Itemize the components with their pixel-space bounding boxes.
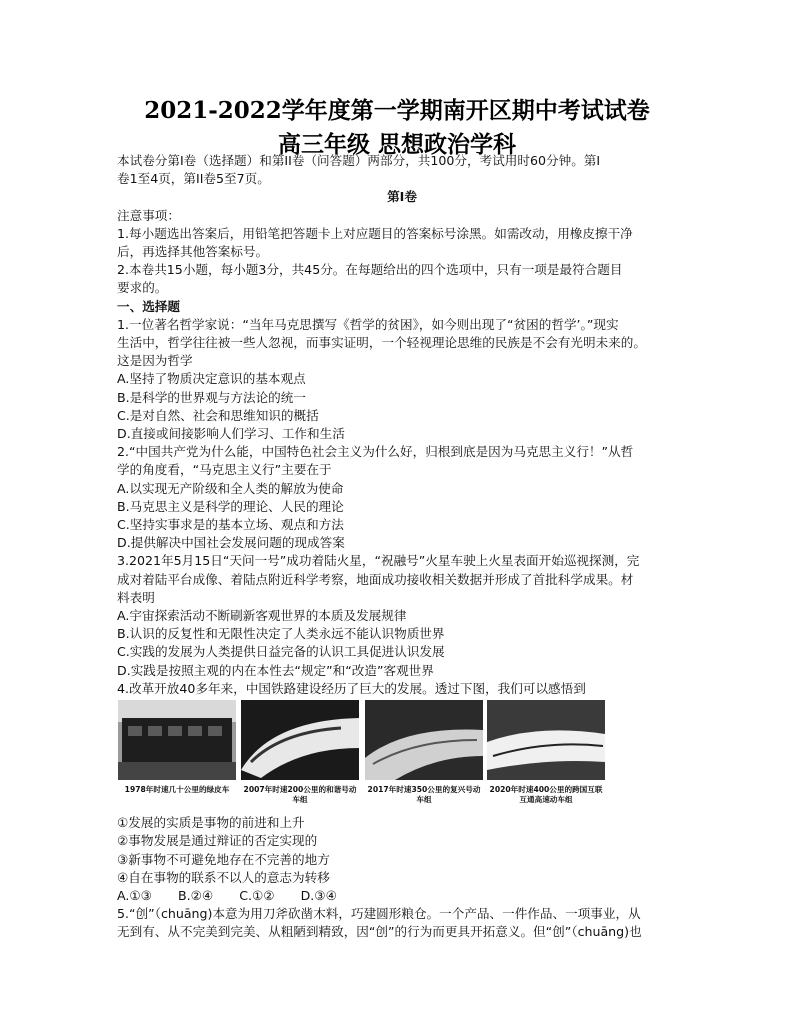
harmony-train-photo	[241, 700, 359, 780]
photo-caption: 2007年时速200公里的和谐号动车组	[243, 785, 357, 805]
q2-option-a: A.以实现无产阶级和全人类的解放为使命	[117, 480, 344, 496]
q3-option-c: C.实践的发展为人类提供日益完备的认识工具促进认识发展	[117, 644, 445, 660]
photo-2020	[487, 700, 605, 811]
fuxing-train-photo	[365, 700, 483, 780]
q5-stem: 无到有、从不完美到完美、从粗陋到精致，因“创”的行为而更具开拓意义。但“创”（chuāng)也	[117, 924, 642, 940]
q4-statement: ②事物发展是通过辩证的否定实现的	[117, 833, 318, 849]
q4-option-b: B.②④	[177, 887, 214, 903]
q4-option-d: D.③④	[300, 887, 337, 903]
q4-statement: ④自在事物的联系不以人的意志为转移	[117, 869, 330, 885]
photo-caption: 1978年时速几十公里的绿皮车	[124, 785, 230, 795]
q1-option-c: C.是对自然、社会和思维知识的概括	[117, 407, 319, 423]
q3-stem: 成对着陆平台成像、着陆点附近科学考察，地面成功接收相关数据并形成了首批科学成果。材	[117, 571, 634, 587]
q4-options	[117, 887, 687, 905]
note-line: 要求的。	[117, 280, 168, 296]
highspeed-train-photo	[487, 700, 605, 780]
q4-option-a: A.①③	[117, 887, 152, 903]
q1-stem: 这是因为哲学	[117, 353, 193, 369]
q2-option-b: B.马克思主义是科学的理论、人民的理论	[117, 498, 344, 514]
note-line: 1.每小题选出答案后，用铅笔把答题卡上对应题目的答案标号涂黑。如需改动，用橡皮擦干净	[117, 225, 633, 241]
photo-2017	[365, 700, 483, 811]
train-photo-strip	[117, 700, 687, 812]
q1-stem: 生活中，哲学往往被一些人忽视，而事实证明，一个轻视理论思维的民族是不会有光明未来的。	[117, 335, 646, 351]
part-title: 一、选择题	[117, 298, 180, 314]
q3-option-a: A.宇宙探索活动不断刷新客观世界的本质及发展规律	[117, 608, 407, 624]
section-title: 第I卷	[387, 189, 417, 205]
photo-1978	[118, 700, 236, 811]
exam-body	[117, 152, 687, 942]
q2-option-d: D.提供解决中国社会发展问题的现成答案	[117, 535, 345, 551]
intro-line: 本试卷分第I卷（选择题）和第II卷（问答题）两部分，共100分，考试用时60分钟。第I	[117, 153, 601, 168]
photo-2007	[241, 700, 359, 811]
notes-title: 注意事项：	[117, 207, 180, 223]
q3-stem: 3.2021年5月15日“天问一号”成功着陆火星，“祝融号”火星车驶上火星表面开始巡视探测，完	[117, 553, 640, 569]
q5-stem: 5.“创”（chuāng)本意为用刀斧砍凿木料，巧建圆形粮仓。一个产品、一件作品、一项事业，从	[117, 906, 641, 922]
q4-statement: ③新事物不可避免地存在不完善的地方	[117, 851, 330, 867]
q4-statement: ①发展的实质是事物的前进和上升	[117, 815, 305, 831]
q4-option-c: C.①②	[239, 887, 275, 903]
q3-option-d: D.实践是按照主观的内在本性去“规定”和“改造”客观世界	[117, 662, 434, 678]
q1-option-d: D.直接或间接影响人们学习、工作和生活	[117, 426, 345, 442]
exam-subtitle: 高三年级 思想政治学科	[277, 131, 516, 158]
q1-option-a: A.坚持了物质决定意识的基本观点	[117, 371, 306, 387]
green-train-photo	[118, 700, 236, 780]
note-line: 后，再选择其他答案标号。	[117, 244, 269, 260]
q2-stem: 学的角度看，“马克思主义行”主要在于	[117, 462, 332, 478]
note-line: 2.本卷共15小题，每小题3分，共45分。在每题给出的四个选项中，只有一项是最符合题目	[117, 262, 623, 278]
q3-option-b: B.认识的反复性和无限性决定了人类永远不能认识物质世界	[117, 626, 445, 642]
q1-option-b: B.是科学的世界观与方法论的统一	[117, 389, 306, 405]
photo-caption: 2017年时速350公里的复兴号动车组	[367, 785, 481, 805]
q2-stem: 2.“中国共产党为什么能，中国特色社会主义为什么好，归根到底是因为马克思主义行！”从哲	[117, 444, 634, 460]
intro-line: 卷1至4页，第II卷5至7页。	[117, 171, 270, 187]
q4-stem: 4.改革开放40多年来，中国铁路建设经历了巨大的发展。透过下图，我们可以感悟到	[117, 680, 586, 696]
q1-stem: 1.一位著名哲学家说：“当年马克思撰写《哲学的贫困》，如今则出现了“贫困的哲学’。”现实	[117, 316, 619, 332]
exam-title: 2021-2022学年度第一学期南开区期中考试试卷	[144, 97, 650, 124]
q2-option-c: C.坚持实事求是的基本立场、观点和方法	[117, 517, 344, 533]
photo-caption: 2020年时速400公里的跨国互联互通高速动车组	[489, 785, 603, 805]
q3-stem: 料表明	[117, 589, 155, 605]
